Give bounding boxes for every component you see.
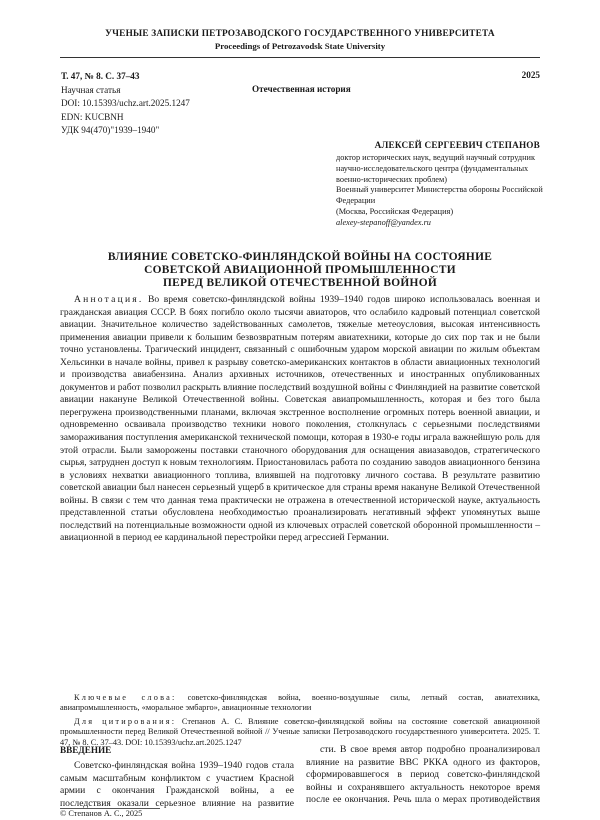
abstract-label: Аннотация. bbox=[74, 294, 144, 305]
article-title bbox=[60, 251, 540, 291]
title-line: СОВЕТСКОЙ АВИАЦИОННОЙ ПРОМЫШЛЕННОСТИ bbox=[144, 264, 456, 277]
title-line: ПЕРЕД ВЕЛИКОЙ ОТЕЧЕСТВЕННОЙ ВОЙНОЙ bbox=[162, 277, 438, 290]
title-line: ВЛИЯНИЕ СОВЕТСКО-ФИНЛЯНДСКОЙ ВОЙНЫ НА СОСТОЯНИЕ bbox=[107, 251, 493, 263]
journal-title: УЧЕНЫЕ ЗАПИСКИ ПЕТРОЗАВОДСКОГО ГОСУДАРСТВЕННОГО УНИВЕРСИТЕТА bbox=[105, 29, 495, 39]
author-organization: Военный университет Министерства обороны Российской Федерации bbox=[336, 185, 543, 206]
author-degree: доктор исторических наук, ведущий научный сотрудник научно-исследовательского центра (фундаментальных военно-исторических проблем) bbox=[336, 153, 535, 184]
udc: УДК 94(470)"1939–1940" bbox=[61, 125, 160, 136]
intro-column-right: сти. В свое время автор подробно проанализировал влияние на развитие ВВС РККА одного из факторов, сформировавшегося в период советско-финляндской войны и сохранявшего актуальность некоторое время после ее окончания. Речь шла о мерах противодействия bbox=[306, 744, 540, 806]
edn: EDN: KUCBNH bbox=[61, 111, 124, 122]
author-affiliation bbox=[336, 153, 552, 229]
author-location: (Москва, Российская Федерация) bbox=[336, 206, 454, 216]
volume-pages: Т. 47, № 8. С. 37–43 bbox=[61, 71, 140, 81]
doi: DOI: 10.15393/uchz.art.2025.1247 bbox=[61, 98, 190, 109]
keywords bbox=[60, 693, 540, 714]
section-title: Отечественная история bbox=[252, 84, 351, 94]
citation-label: Для цитирования: bbox=[74, 717, 177, 726]
keywords-text: советско-финляндская война, военно-воздушные силы, летный состав, авиатехника, авиапромышленность, «моральное эмбарго», авиационные технологии bbox=[60, 693, 540, 713]
intro-heading: ВВЕДЕНИЕ bbox=[60, 745, 112, 755]
abstract-text: Во время советско-финляндской войны 1939–1940 годов широко использовалась военная и гражданская авиация СССР. В боях погибло около тысячи авиаторов, что ослабило кадровый потенциал советской авиации. Значительное количество задействованных самолетов, тяжелые метеоусловия, высокая интенсивность применения авиации привели к большим безвозвратным потерям авиатехники, которые до сих пор так и не были точно установлены. Трагический инцидент, связанный с ошибочным ударом морской авиации по жилым объектам Хельсинки в начале войны, привел к разрыву советско-американских контактов в области авиационных технологий и производства авиабензина. Анализ архивных источников, отечественных и иностранных опубликованных документов и работ позволил раскрыть влияние последствий воздушной войны с Финляндией на развитие советской авиации накануне Великой Отечественной войны. Советская авиапромышленность, которая и без того была перегружена производственными планами, включая экстренное восполнение огромных потерь военной авиации, и одновременно осваивала производство техники нового поколения, столкнулась с серьезными последствиями замораживания поступления американской технической помощи, которая в 1930-е годы играла важнейшую роль для этой отрасли. Были заморожены поставки станочного оборудования для оснащения авиазаводов, стратегического сырья, затруднен доступ к новым технологиям. Приостановилась работа по созданию заводов авиационного бензина в условиях нехватки авиационного топлива, влиявшей на подготовку личного состава. В результате развитию советской авиации был нанесен серьезный ущерб в критическое для страны время накануне Великой Отечественной войны. В связи с тем что данная тема практически не отражена в отечественной исторической науке, актуальность представленной статьи обусловлена необходимостью проанализировать негативный эффект упомянутых выше последствий на потенциальные возможности одной из ключевых отраслей советской оборонной промышленности – авиационной в период ее кардинальной перестройки перед агрессией Германии. bbox=[60, 294, 540, 544]
keywords-label: Ключевые слова: bbox=[74, 693, 177, 702]
article-meta bbox=[61, 70, 190, 138]
journal-title-english: Proceedings of Petrozavodsk State University bbox=[214, 41, 386, 51]
author-name: АЛЕКСЕЙ СЕРГЕЕВИЧ СТЕПАНОВ bbox=[374, 140, 540, 150]
author-email[interactable]: alexey-stepanoff@yandex.ru bbox=[336, 217, 431, 227]
header-divider bbox=[60, 57, 540, 58]
intro-column-left: Советско-финляндская война 1939–1940 годов стала самым масштабным конфликтом с участием Красной армии с окончания Гражданской войны, а ее последствия оказали серьезное влияние на развитие bbox=[60, 760, 294, 808]
copyright: © Степанов А. С., 2025 bbox=[60, 809, 143, 818]
publication-year: 2025 bbox=[521, 70, 540, 80]
article-type: Научная статья bbox=[61, 84, 121, 95]
abstract bbox=[60, 294, 540, 545]
citation-text: Степанов А. С. Влияние советско-финляндской войны на состояние советской авиационной промышленности перед Великой Отечественной войной // Ученые записки Петрозаводского государственного университета. 2025. Т. 47, № 8. С. 37–43. DOI: 10.15393/uchz.art.2025.1247 bbox=[60, 717, 540, 747]
